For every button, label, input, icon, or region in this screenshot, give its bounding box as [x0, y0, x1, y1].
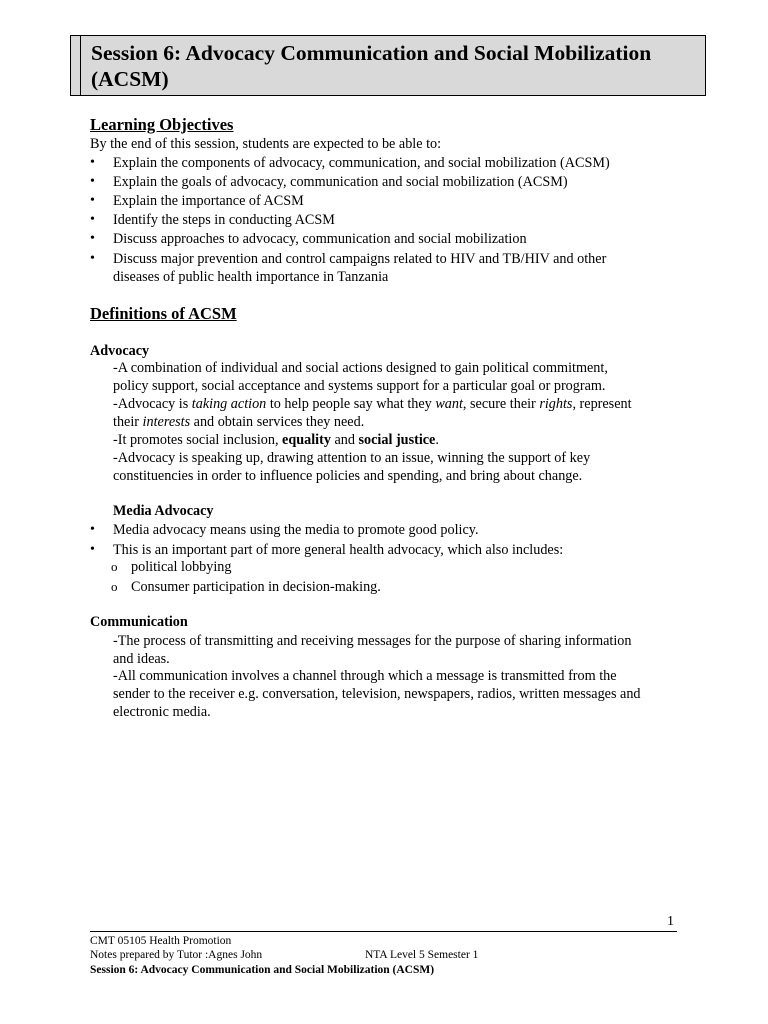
bullet-icon: •	[90, 522, 95, 537]
objectives-intro: By the end of this session, students are expected to be able to:	[90, 136, 442, 152]
list-item: Discuss major prevention and control campaigns related to HIV and TB/HIV and other	[113, 251, 607, 267]
footer-prepared-by: Notes prepared by Tutor :Agnes John	[90, 949, 263, 961]
bullet-icon: •	[90, 193, 95, 208]
advocacy-text: -It promotes social inclusion, equality and social justice.	[113, 432, 439, 448]
list-item-continuation: diseases of public health importance in Tanzania	[113, 269, 389, 285]
footer-divider	[90, 931, 677, 932]
bullet-icon: •	[90, 231, 95, 246]
communication-text: electronic media.	[113, 704, 211, 720]
footer-level: NTA Level 5 Semester 1	[365, 949, 479, 961]
circle-bullet-icon: o	[111, 579, 118, 594]
bullet-icon: •	[90, 155, 95, 170]
title-line-2: (ACSM)	[91, 67, 169, 91]
objectives-heading: Learning Objectives	[90, 115, 234, 134]
bullet-icon: •	[90, 542, 95, 557]
circle-bullet-icon: o	[111, 559, 118, 574]
list-item: This is an important part of more general health advocacy, which also includes:	[113, 542, 564, 558]
list-item: Explain the importance of ACSM	[113, 193, 304, 209]
title-line-1: Session 6: Advocacy Communication and Social Mobilization	[91, 41, 652, 65]
communication-text: -The process of transmitting and receiving messages for the purpose of sharing information	[113, 633, 632, 649]
page-number: 1	[667, 914, 674, 929]
bullet-icon: •	[90, 251, 95, 266]
advocacy-text: -Advocacy is taking action to help people say what they want, secure their rights, represent	[113, 396, 632, 412]
advocacy-text: policy support, social acceptance and systems support for a particular goal or program.	[113, 378, 606, 394]
list-item: Explain the components of advocacy, communication, and social mobilization (ACSM)	[113, 155, 610, 171]
advocacy-text: their interests and obtain services they need.	[113, 414, 365, 430]
sub-list-item: political lobbying	[131, 559, 232, 575]
communication-text: sender to the receiver e.g. conversation, television, newspapers, radios, written messages and	[113, 686, 641, 702]
bullet-icon: •	[90, 174, 95, 189]
advocacy-text: -A combination of individual and social actions designed to gain political commitment,	[113, 360, 608, 376]
list-item: Media advocacy means using the media to promote good policy.	[113, 522, 479, 538]
advocacy-text: -Advocacy is speaking up, drawing attention to an issue, winning the support of key	[113, 450, 591, 466]
list-item: Discuss approaches to advocacy, communication and social mobilization	[113, 231, 527, 247]
communication-text: and ideas.	[113, 651, 170, 667]
footer-session-title: Session 6: Advocacy Communication and Social Mobilization (ACSM)	[90, 964, 435, 976]
list-item: Identify the steps in conducting ACSM	[113, 212, 335, 228]
definitions-heading: Definitions of ACSM	[90, 304, 237, 323]
advocacy-subheading: Advocacy	[90, 343, 150, 359]
footer-course: CMT 05105 Health Promotion	[90, 935, 232, 947]
sub-list-item: Consumer participation in decision-making.	[131, 579, 381, 595]
advocacy-text: constituencies in order to influence policies and spending, and bring about change.	[113, 468, 583, 484]
media-advocacy-subheading: Media Advocacy	[113, 503, 214, 519]
list-item: Explain the goals of advocacy, communication and social mobilization (ACSM)	[113, 174, 568, 190]
communication-text: -All communication involves a channel through which a message is transmitted from the	[113, 668, 617, 684]
bullet-icon: •	[90, 212, 95, 227]
communication-subheading: Communication	[90, 614, 188, 630]
